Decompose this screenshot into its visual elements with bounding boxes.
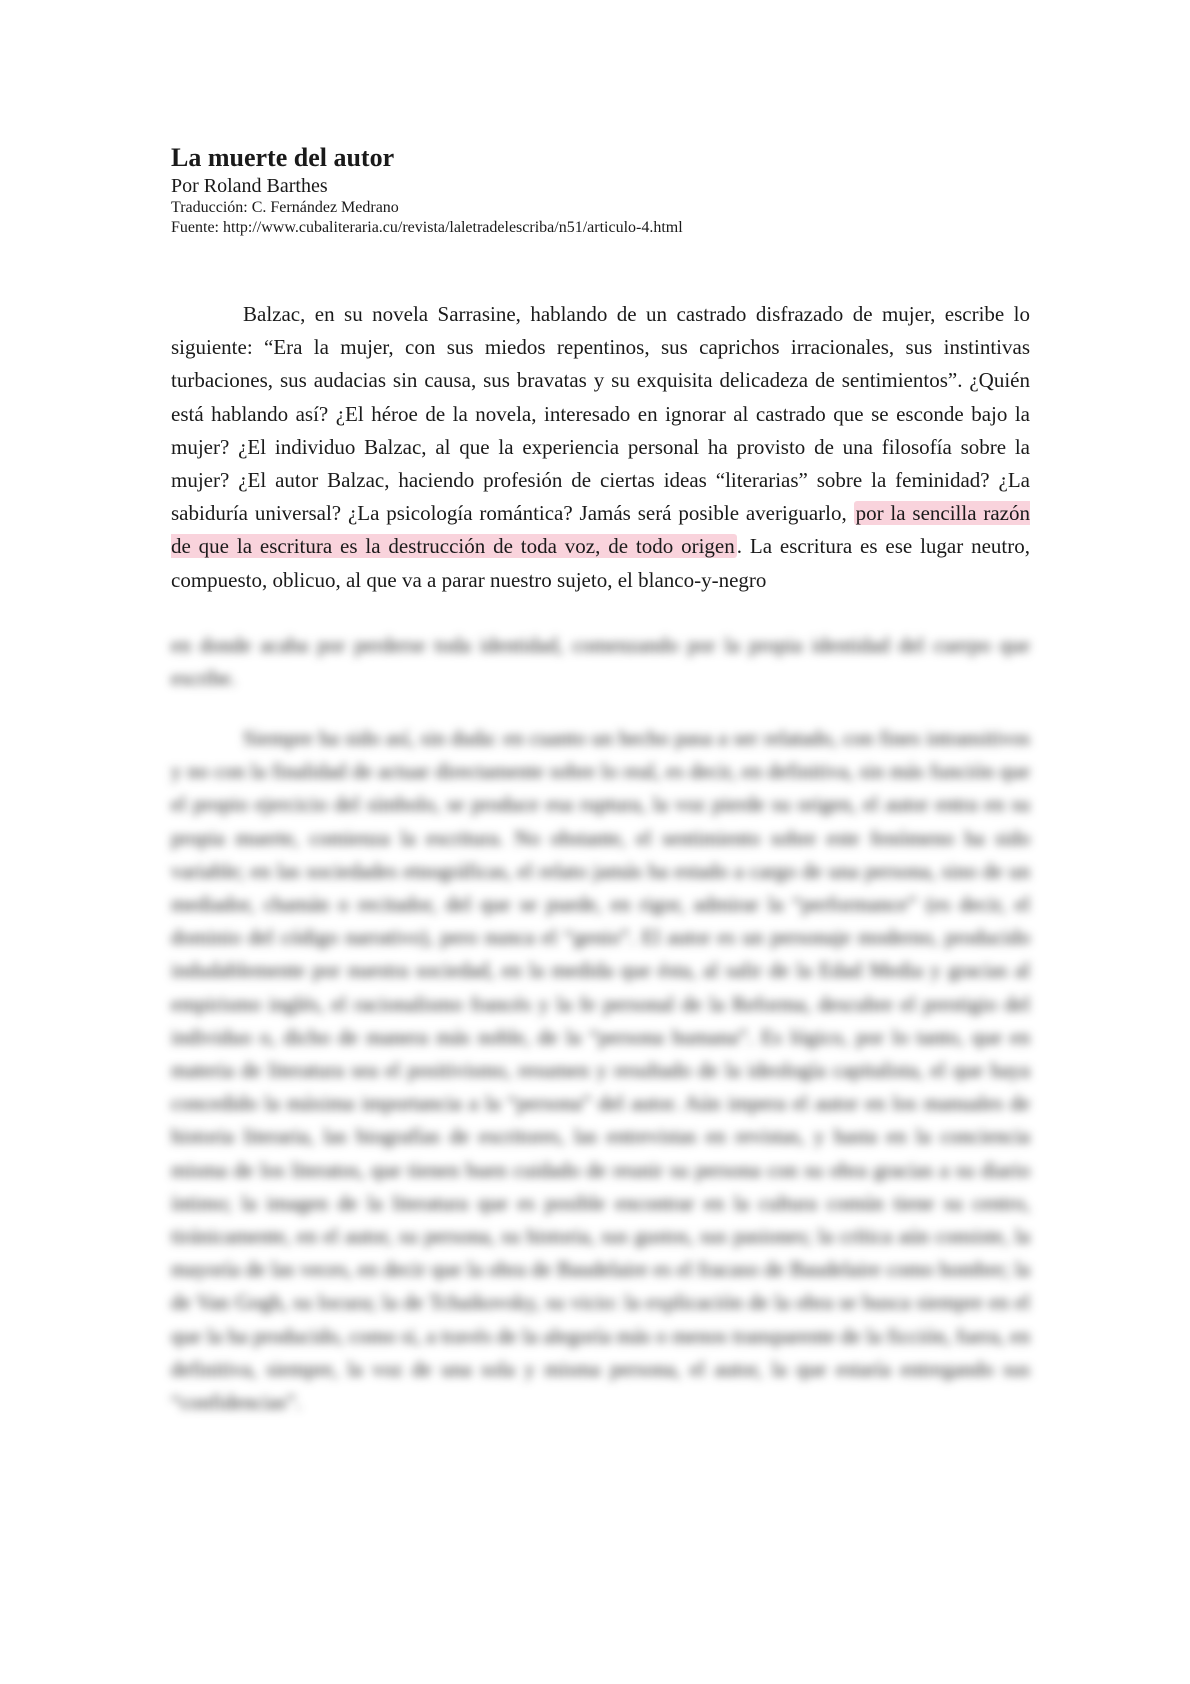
document-author: Por Roland Barthes [171,175,328,197]
paragraph-1-continuation: . La escritura es ese lugar neutro, compuesto, oblicuo, al que va a parar nuestro sujeto, el blanco-y-negro [171,534,1030,592]
highlighted-passage[interactable]: por la sencilla razón de que la escritura es la destrucción de toda voz, de todo origen [171,501,1031,559]
paragraph-1-text: Balzac, en su novela Sarrasine, hablando de un castrado disfrazado de mujer, escribe lo siguiente: “Era la mujer, con sus miedos repentinos, sus caprichos irracionales, sus instintivas turbaciones, sus audacias sin causa, sus bravatas y su exquisita delicadeza de sentimientos”. ¿Quién está hablando así? ¿El héroe de la novela, interesado en ignorar al castrado que se esconde bajo la mujer? ¿El individuo Balzac, al que la experiencia personal ha provisto de una filosofía sobre la mujer? ¿El autor Balzac, haciendo profesión de ciertas ideas “literarias” sobre la feminidad? ¿La sabiduría universal? ¿La psicología romántica? Jamás será posible averiguarlo, [171,302,1030,526]
paragraph-2-blurred: Siempre ha sido así, sin duda: en cuanto un hecho pasa a ser relatado, con fines intransitivos y no con la finalidad de actuar directamente sobre lo real, es decir, en definitiva, sin más función que el propio ejercicio del símbolo, se produce esa ruptura, la voz pierde su origen, el autor entra en su propia muerte, comienza la escritura. No obstante, el sentimiento sobre este fenómeno ha sido variable; en las sociedades etnográficas, el relato jamás ha estado a cargo de una persona, sino de un mediador, chamán o recitador, del que se puede, en rigor, admirar la “performance” (es decir, el dominio del código narrativo), pero nunca el “genio”. El autor es un personaje moderno, producido indudablemente por nuestra sociedad, en la medida que ésta, al salir de la Edad Media y gracias al empirismo inglés, el racionalismo francés y la fe personal de la Reforma, descubre el prestigio del individuo o, dicho de manera más noble, de la “persona humana”. Es lógico, por lo tanto, que en materia de literatura sea el positivismo, resumen y resultado de la ideología capitalista, el que haya concedido la máxima importancia a la “persona” del autor. Aún impera el autor en los manuales de historia literaria, las biografías de escritores, las entrevistas en revistas, y hasta en la conciencia misma de los literatos, que tienen buen cuidado de reunir su persona con su obra gracias a su diario íntimo; la imagen de la literatura que es posible encontrar en la cultura común tiene su centro, tiránicamente, en el autor, su persona, su historia, sus gustos, sus pasiones; la crítica aún consiste, la mayoría de las veces, en decir que la obra de Baudelaire es el fracaso de Baudelaire como hombre; la de Van Gogh, su locura; la de Tchaikovsky, su vicio: la explicación de la obra se busca siempre en el que la ha producido, como si, a través de la alegoría más o menos transparente de la ficción, fuera, en definitiva, siempre, la voz de una sola y misma persona, el autor, la que estaría entregando sus “confidencias”. [171,726,1030,1415]
source-line: Fuente: http://www.cubaliteraria.cu/revista/laletradelescriba/n51/articulo-4.html [171,219,683,236]
document-title: La muerte del autor [171,143,395,172]
paragraph-1-blurred-tail: en donde acaba por perderse toda identidad, comenzando por la propia identidad del cuerpo que escribe. [171,633,1030,691]
translation-credit: Traducción: C. Fernández Medrano [171,199,399,216]
paragraph-1 [171,298,1030,597]
document-header [171,142,1031,238]
